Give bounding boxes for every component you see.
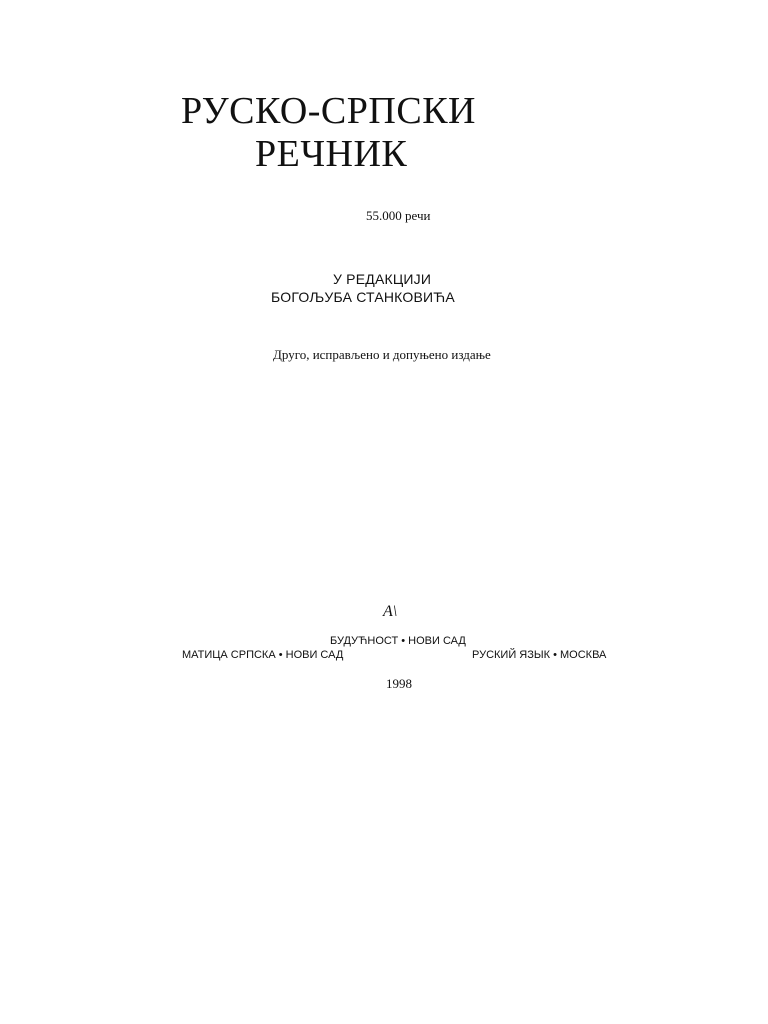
title-line-1: РУСКО-СРПСКИ	[181, 90, 476, 132]
editor-name: БОГОЉУБА СТАНКОВИЋА	[271, 289, 455, 305]
title-line-2: РЕЧНИК	[255, 133, 408, 175]
editor-heading: У РЕДАКЦИЈИ	[333, 271, 432, 287]
publisher-russkij-jazyk: РУСКИЙ ЯЗЫК • МОСКВА	[472, 649, 607, 661]
publisher-budjucnost: БУДУЋНОСТ • НОВИ САД	[330, 635, 466, 647]
publication-year: 1998	[386, 676, 412, 691]
word-count: 55.000 речи	[366, 208, 431, 223]
edition-note: Друго, исправљено и допуњено издање	[273, 347, 491, 362]
publisher-matica-srpska: МАТИЦА СРПСКА • НОВИ САД	[182, 649, 344, 661]
publisher-logo-mark: A\	[383, 603, 398, 620]
